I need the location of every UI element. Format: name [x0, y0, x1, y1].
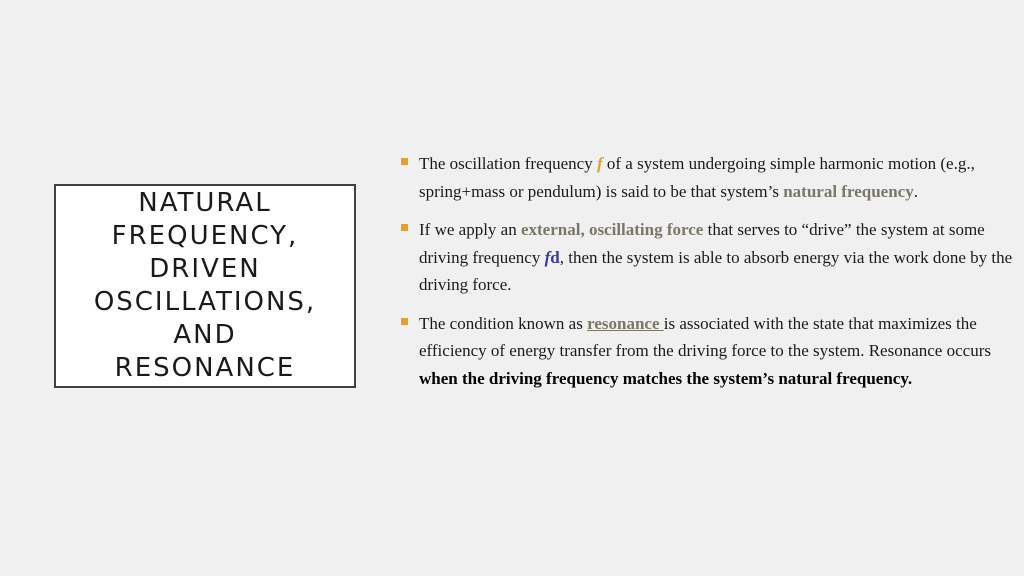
bullet-resonance: [398, 310, 1020, 393]
title-line: DRIVEN: [149, 254, 261, 284]
bullet-text: is associated with the state that maximizes the efficiency of energy transfer from the driving force to the system. Resonance occurs: [419, 313, 991, 360]
emphasis-text: when the driving frequency matches the system’s natural frequency.: [419, 368, 913, 388]
frequency-symbol: f: [596, 154, 603, 173]
bullet-text: of a system undergoing simple harmonic motion (e.g., spring+mass or pendulum) is said to be that system’s: [419, 154, 975, 201]
highlight-term: external, oscillating force: [520, 220, 704, 239]
bullet-list: [398, 150, 1020, 403]
driving-frequency-subscript: d: [550, 247, 560, 267]
square-bullet-icon: [401, 158, 408, 165]
title-line: RESONANCE: [114, 353, 296, 383]
bullet-text: .: [913, 181, 918, 201]
bullet-text: If we apply an: [419, 220, 521, 239]
title-line: NATURAL: [138, 188, 272, 218]
resonance-link[interactable]: resonance: [587, 313, 664, 333]
bullet-text: The condition known as: [419, 313, 588, 333]
title-box: [54, 184, 356, 388]
title-line: FREQUENCY,: [111, 221, 299, 251]
square-bullet-icon: [401, 318, 408, 325]
square-bullet-icon: [401, 224, 408, 231]
bullet-text: , then the system is able to absorb energy via the work done by the driving force.: [419, 247, 1013, 294]
bullet-text: that serves to “drive” the system at some driving frequency: [419, 220, 985, 267]
title-line: AND: [173, 320, 237, 350]
bullet-text: The oscillation frequency: [419, 154, 597, 173]
slide-title: [60, 187, 350, 385]
title-line: OSCILLATIONS,: [93, 287, 317, 317]
driving-frequency-symbol: f: [544, 247, 551, 267]
bullet-driving-force: [398, 216, 1020, 299]
highlight-term: natural frequency: [783, 181, 914, 201]
bullet-natural-frequency: [398, 150, 1020, 205]
